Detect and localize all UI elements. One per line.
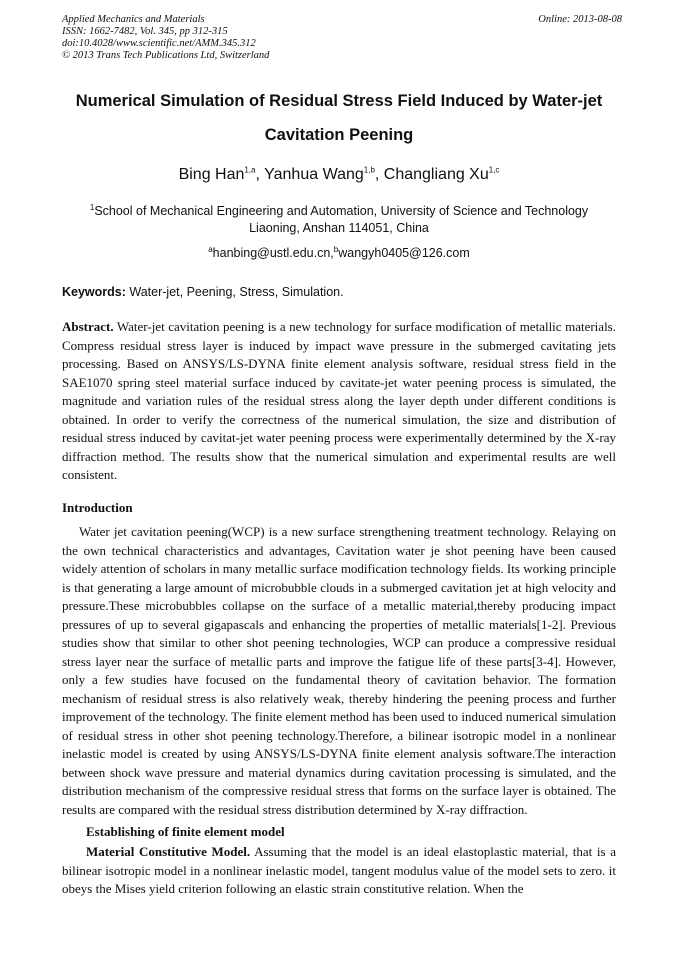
abstract-label: Abstract. — [62, 319, 114, 334]
introduction-heading: Introduction — [62, 500, 133, 515]
affiliation-line-2: Liaoning, Anshan 114051, China — [249, 221, 429, 235]
keywords — [62, 285, 616, 299]
copyright-line: © 2013 Trans Tech Publications Ltd, Switzerland — [62, 50, 270, 61]
paper-title-line-1: Numerical Simulation of Residual Stress Field Induced by Water-jet — [75, 92, 603, 110]
affiliation — [62, 203, 616, 237]
email-b: wangyh0405@126.com — [338, 246, 470, 260]
author-list — [62, 166, 616, 184]
journal-name: Applied Mechanics and Materials — [62, 14, 205, 25]
journal-header — [62, 14, 622, 62]
keywords-label: Keywords: — [62, 285, 126, 299]
online-date: Online: 2013-08-08 — [538, 14, 622, 25]
section-heading: Establishing of finite element model — [86, 824, 285, 839]
affiliation-mark: 1 — [89, 202, 95, 212]
email-line — [62, 245, 616, 262]
abstract — [62, 318, 616, 485]
author-name: Changliang Xu — [383, 166, 489, 183]
paper-title-line-2: Cavitation Peening — [264, 126, 414, 144]
abstract-text: Water-jet cavitation peening is a new technology for surface modification of metallic materials. Compress residual stress layer is induced by impact wave pressure in the submerged cavitating jets processing. Based on ANSYS/LS-DYNA finite element analysis software, residual stress field in the SAE1070 spring steel material surface induced by cavitate-jet water peening process is simulated, the magnitude and variation rules of the residual stress along the layer depth under different conditions is obtained. In order to verify the correctness of the numerical simulation, the size and distribution of residual stress induced by cavitat-jet water peening process were experimentally determined by the X-ray diffraction method. The results show that the numerical simulation and experimental results are well consistent. — [62, 319, 616, 482]
section-paragraph — [62, 843, 616, 899]
email-a: hanbing@ustl.edu.cn, — [212, 246, 334, 260]
affiliation-line-1: School of Mechanical Engineering and Automation, University of Science and Technology — [94, 204, 589, 218]
introduction-text: Water jet cavitation peening(WCP) is a new surface strengthening treatment technology. Relaying on the own technical characteristics and advantages, Cavitation water je shot peening have been caused widely attention of scholars in many metallic surface modification technology fields. Its working principle is that generating a large amount of microbubble clouds in a submerged cavitation jet at high velocity and pressure.These microbubbles collapse on the surface of a metallic material,thereby producing impact pressures of up to several gigapascals and enhancing the properties of metallic materials[1-2]. Previous studies show that similar to other shot peening technologies, WCP can produce a compressive residual stress layer near the surface of metallic parts and improve the fatigue life of these parts[3-4]. However, only a few studies have focused on the fundamental theory of cavitation behavior. The formation mechanism of residual stress is also relatively weak, thereby hindering the peening process and further improvement of the technology. The finite element method has been used to induced numerical simulation of residual stress in other shot peening technology.Therefore, a bilinear isotropic model in a nonlinear inelastic model is created by using ANSYS/LS-DYNA finite element analysis software.The interaction between shock wave pressure and material dynamics during cavitation processing is simulated, and the distribution mechanism of the compressive residual stress that forms on the surface layer is obtained. The results are compared with the residual stress distribution determined by X-ray diffraction. — [62, 524, 616, 817]
author-affiliation-mark: 1,b — [363, 165, 375, 175]
section-paragraph-text: Assuming that the model is an ideal elastoplastic material, that is a bilinear isotropic model in a nonlinear inelastic model, tangent modulus value of the model sets to zero. it obeys the Mises yield criterion following an elastic strain constitutive relation. When the — [62, 844, 616, 896]
author-name: Bing Han — [178, 166, 245, 183]
author-separator: , — [374, 166, 384, 183]
author-separator: , — [255, 166, 265, 183]
keywords-text: Water-jet, Peening, Stress, Simulation. — [125, 285, 344, 299]
doi-line: doi:10.4028/www.scientific.net/AMM.345.312 — [62, 38, 256, 49]
email-mark-a: a — [208, 244, 213, 254]
author-affiliation-mark: 1,c — [488, 165, 500, 175]
section-paragraph-label: Material Constitutive Model. — [86, 844, 251, 859]
issn-line: ISSN: 1662-7482, Vol. 345, pp 312-315 — [62, 26, 228, 37]
email-mark-b: b — [333, 244, 339, 254]
author-affiliation-mark: 1,a — [244, 165, 256, 175]
author-name: Yanhua Wang — [264, 166, 364, 183]
